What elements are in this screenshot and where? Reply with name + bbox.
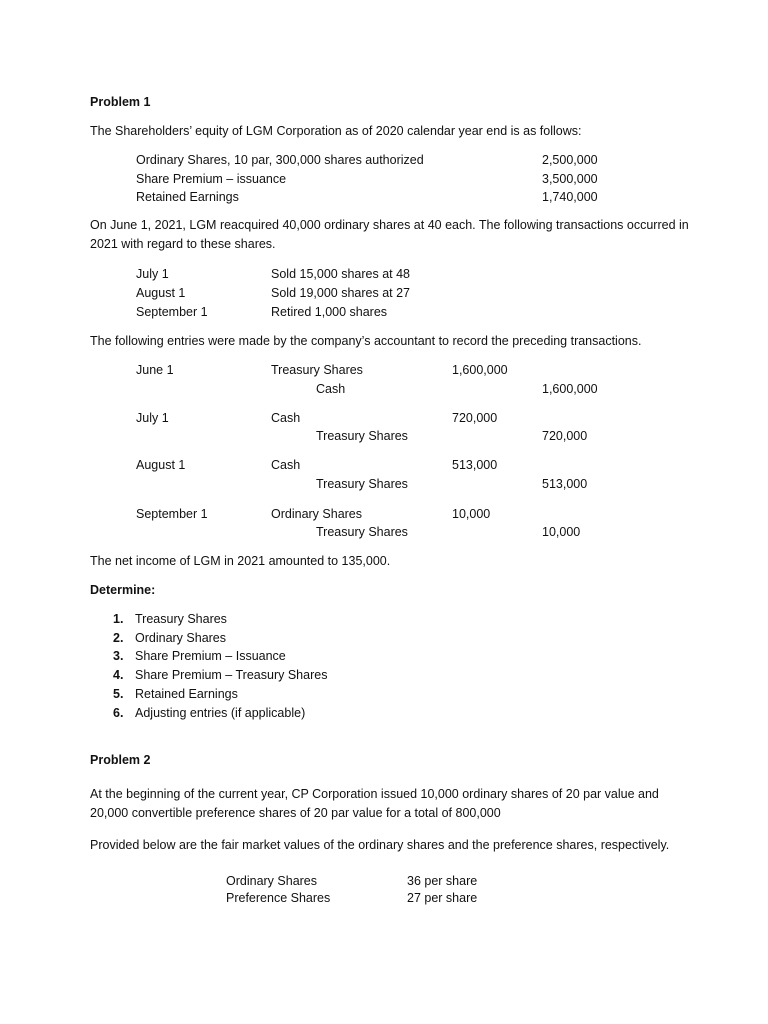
entry-debit-account: Cash [271,411,301,425]
equity-label: Retained Earnings [136,190,239,204]
entry-debit-amount: 10,000 [452,507,491,521]
problem1-intro: The Shareholders’ equity of LGM Corporation as of 2020 calendar year end is as follows: [90,124,582,138]
list-item [113,686,238,702]
fmv-value: 36 per share [407,874,478,888]
list-number: 2. [113,631,124,645]
net-income-text: The net income of LGM in 2021 amounted to 135,000. [90,554,391,568]
entry-date: August 1 [136,458,186,472]
problem1-heading: Problem 1 [90,95,151,109]
entry-credit-account: Treasury Shares [316,477,408,491]
list-item [113,705,305,721]
list-number: 3. [113,649,124,663]
list-text: Adjusting entries (if applicable) [135,706,306,720]
entry-date: September 1 [136,507,208,521]
list-text: Share Premium – Issuance [135,649,286,663]
list-text: Ordinary Shares [135,631,227,645]
list-number: 5. [113,687,124,701]
fmv-value: 27 per share [407,891,478,905]
problem2-intro: At the beginning of the current year, CP Corporation issued 10,000 ordinary shares of 20 par value and 20,000 convertible preference shares of 20 par value for a total of 800,000 [90,787,659,820]
list-text: Treasury Shares [135,612,227,626]
equity-label: Share Premium – issuance [136,172,287,186]
equity-label: Ordinary Shares, 10 par, 300,000 shares authorized [136,153,424,167]
entry-debit-account: Ordinary Shares [271,507,363,521]
transaction-desc: Sold 15,000 shares at 48 [271,267,410,281]
fmv-label: Preference Shares [226,891,331,905]
entry-credit-amount: 513,000 [542,477,588,491]
entry-debit-amount: 1,600,000 [452,363,508,377]
list-text: Share Premium – Treasury Shares [135,668,328,682]
list-item [113,667,327,683]
list-number: 1. [113,612,124,626]
entry-credit-amount: 720,000 [542,429,588,443]
entries-intro: The following entries were made by the company’s accountant to record the preceding transactions. [90,334,642,348]
list-number: 4. [113,668,124,682]
fmv-label: Ordinary Shares [226,874,318,888]
entry-credit-account: Treasury Shares [316,429,408,443]
entry-debit-account: Cash [271,458,301,472]
entry-debit-amount: 513,000 [452,458,498,472]
equity-amount: 1,740,000 [542,190,598,204]
problem2-heading: Problem 2 [90,753,151,767]
fmv-intro: Provided below are the fair market values of the ordinary shares and the preference shares, respectively. [90,838,670,852]
entry-credit-account: Treasury Shares [316,525,408,539]
transaction-date: September 1 [136,305,208,319]
equity-amount: 2,500,000 [542,153,598,167]
list-text: Retained Earnings [135,687,238,701]
determine-heading: Determine: [90,583,156,597]
transaction-date: August 1 [136,286,186,300]
entry-credit-amount: 1,600,000 [542,382,598,396]
reacquire-paragraph: On June 1, 2021, LGM reacquired 40,000 ordinary shares at 40 each. The following transactions occurred in 2021 with regard to these shares. [90,218,689,251]
entry-debit-account: Treasury Shares [271,363,363,377]
list-item [113,630,226,646]
entry-credit-account: Cash [316,382,346,396]
entry-debit-amount: 720,000 [452,411,498,425]
list-number: 6. [113,706,124,720]
transaction-desc: Sold 19,000 shares at 27 [271,286,410,300]
entry-credit-amount: 10,000 [542,525,581,539]
entry-date: June 1 [136,363,174,377]
transaction-desc: Retired 1,000 shares [271,305,388,319]
entry-date: July 1 [136,411,169,425]
list-item [113,611,227,627]
list-item [113,648,286,664]
transaction-date: July 1 [136,267,169,281]
equity-amount: 3,500,000 [542,172,598,186]
